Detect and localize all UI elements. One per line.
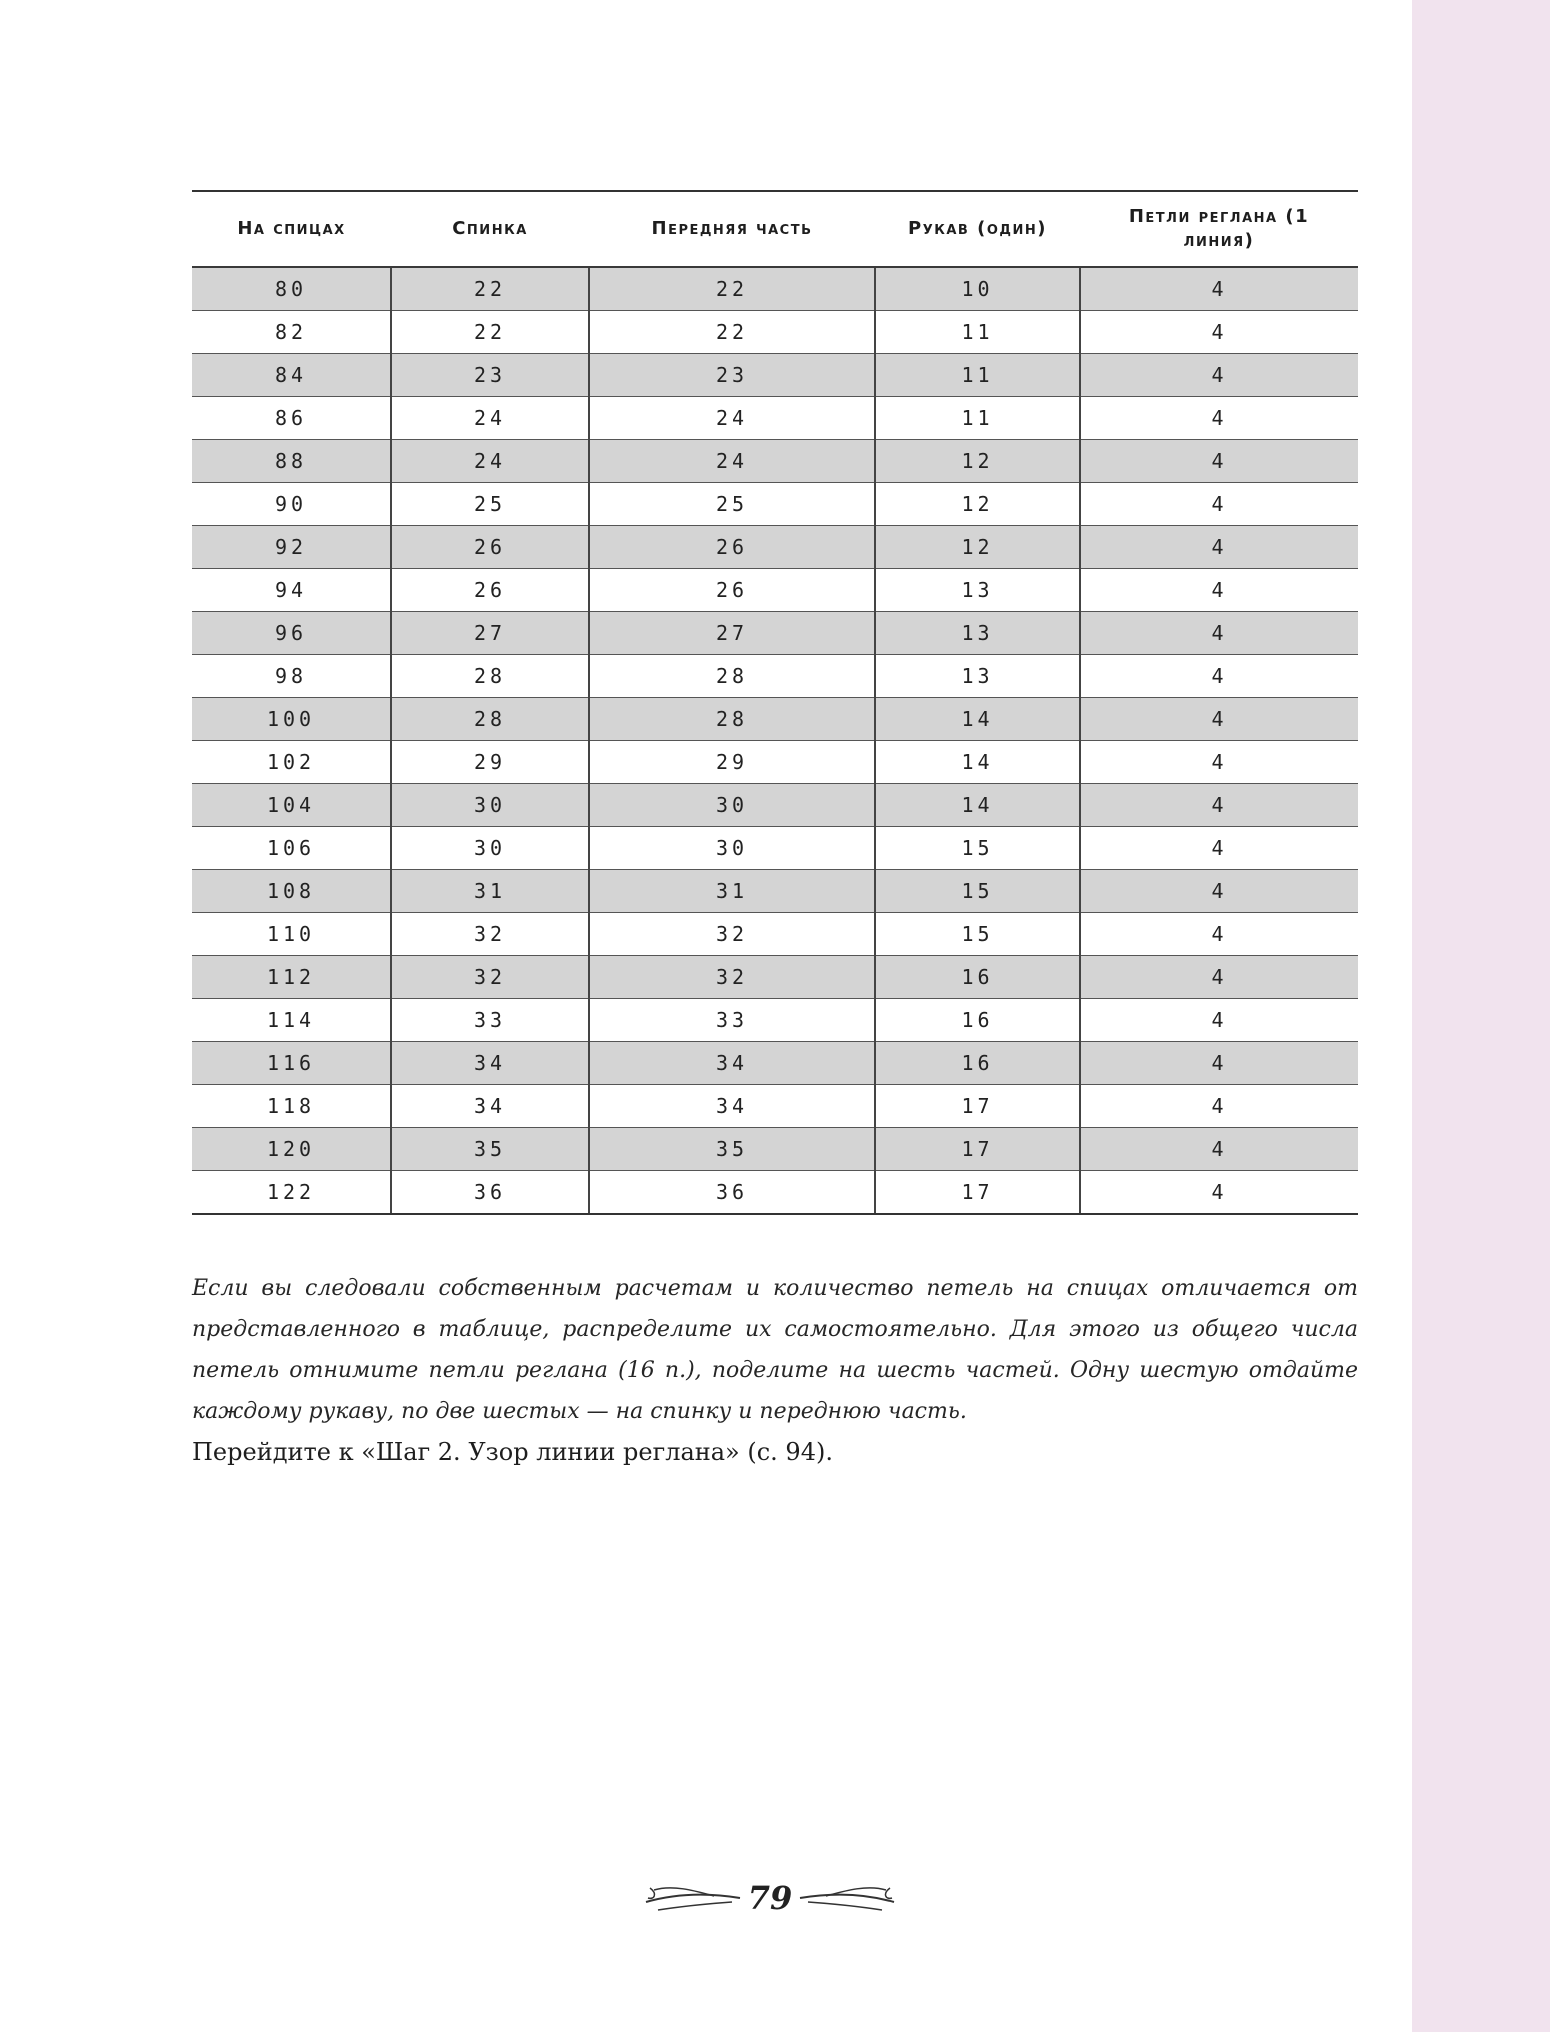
cell-raglan: 4 — [1080, 440, 1358, 483]
cell-needles: 108 — [192, 870, 391, 913]
cell-needles: 118 — [192, 1085, 391, 1128]
cell-back: 23 — [391, 354, 589, 397]
cell-needles: 90 — [192, 483, 391, 526]
header-needles: На спицах — [192, 192, 391, 267]
cell-back: 24 — [391, 440, 589, 483]
table-row — [192, 612, 1358, 655]
cell-raglan: 4 — [1080, 612, 1358, 655]
header-front: Передняя часть — [589, 192, 875, 267]
table-row — [192, 655, 1358, 698]
header-raglan-label: Петли реглана (1 линия) — [1128, 206, 1310, 251]
cell-front: 34 — [589, 1085, 875, 1128]
header-sleeve: Рукав (один) — [875, 192, 1080, 267]
table-row — [192, 1042, 1358, 1085]
cell-raglan: 4 — [1080, 397, 1358, 440]
cell-front: 30 — [589, 784, 875, 827]
table-header-row — [192, 192, 1358, 267]
table-row — [192, 1171, 1358, 1215]
table-row — [192, 569, 1358, 612]
cell-needles: 84 — [192, 354, 391, 397]
cell-raglan: 4 — [1080, 870, 1358, 913]
cell-front: 31 — [589, 870, 875, 913]
cell-needles: 98 — [192, 655, 391, 698]
cell-sleeve: 11 — [875, 397, 1080, 440]
cell-raglan: 4 — [1080, 569, 1358, 612]
cell-needles: 122 — [192, 1171, 391, 1215]
cell-needles: 110 — [192, 913, 391, 956]
cell-needles: 114 — [192, 999, 391, 1042]
cell-sleeve: 14 — [875, 784, 1080, 827]
cell-back: 33 — [391, 999, 589, 1042]
cell-back: 27 — [391, 612, 589, 655]
cell-front: 26 — [589, 526, 875, 569]
cell-front: 33 — [589, 999, 875, 1042]
cell-front: 28 — [589, 655, 875, 698]
cell-sleeve: 17 — [875, 1171, 1080, 1215]
table-row — [192, 526, 1358, 569]
cell-sleeve: 16 — [875, 956, 1080, 999]
flourish-right-icon — [796, 1880, 896, 1916]
cell-sleeve: 10 — [875, 267, 1080, 311]
cell-front: 22 — [589, 267, 875, 311]
cell-front: 32 — [589, 913, 875, 956]
cell-raglan: 4 — [1080, 1171, 1358, 1215]
cell-sleeve: 15 — [875, 870, 1080, 913]
table-row — [192, 1085, 1358, 1128]
cell-front: 28 — [589, 698, 875, 741]
cell-sleeve: 12 — [875, 483, 1080, 526]
cell-sleeve: 16 — [875, 999, 1080, 1042]
cell-raglan: 4 — [1080, 354, 1358, 397]
cell-raglan: 4 — [1080, 1128, 1358, 1171]
cell-sleeve: 12 — [875, 526, 1080, 569]
next-step-reference: Перейдите к «Шаг 2. Узор линии реглана» (с. 94). — [192, 1438, 833, 1466]
cell-needles: 120 — [192, 1128, 391, 1171]
data-table — [192, 192, 1358, 1215]
table-row — [192, 354, 1358, 397]
cell-front: 29 — [589, 741, 875, 784]
cell-back: 28 — [391, 655, 589, 698]
cell-sleeve: 11 — [875, 311, 1080, 354]
cell-raglan: 4 — [1080, 267, 1358, 311]
cell-sleeve: 17 — [875, 1128, 1080, 1171]
table-row — [192, 698, 1358, 741]
cell-raglan: 4 — [1080, 1042, 1358, 1085]
cell-needles: 104 — [192, 784, 391, 827]
table-row — [192, 1128, 1358, 1171]
cell-back: 25 — [391, 483, 589, 526]
cell-sleeve: 13 — [875, 655, 1080, 698]
cell-sleeve: 14 — [875, 741, 1080, 784]
cell-front: 24 — [589, 397, 875, 440]
cell-raglan: 4 — [1080, 526, 1358, 569]
cell-sleeve: 16 — [875, 1042, 1080, 1085]
table-row — [192, 870, 1358, 913]
table-body — [192, 267, 1358, 1214]
cell-needles: 102 — [192, 741, 391, 784]
cell-needles: 116 — [192, 1042, 391, 1085]
cell-front: 35 — [589, 1128, 875, 1171]
cell-back: 29 — [391, 741, 589, 784]
cell-raglan: 4 — [1080, 741, 1358, 784]
cell-sleeve: 11 — [875, 354, 1080, 397]
header-raglan — [1080, 192, 1358, 267]
cell-back: 35 — [391, 1128, 589, 1171]
table-row — [192, 827, 1358, 870]
cell-back: 26 — [391, 526, 589, 569]
cell-sleeve: 14 — [875, 698, 1080, 741]
table-row — [192, 483, 1358, 526]
cell-needles: 86 — [192, 397, 391, 440]
cell-needles: 100 — [192, 698, 391, 741]
cell-back: 28 — [391, 698, 589, 741]
cell-front: 23 — [589, 354, 875, 397]
cell-back: 36 — [391, 1171, 589, 1215]
table-row — [192, 913, 1358, 956]
page-footer — [640, 1870, 900, 1926]
cell-needles: 112 — [192, 956, 391, 999]
cell-raglan: 4 — [1080, 655, 1358, 698]
cell-raglan: 4 — [1080, 913, 1358, 956]
cell-needles: 96 — [192, 612, 391, 655]
cell-raglan: 4 — [1080, 311, 1358, 354]
page-edge-band — [1412, 0, 1550, 2032]
cell-back: 24 — [391, 397, 589, 440]
cell-back: 34 — [391, 1042, 589, 1085]
cell-raglan: 4 — [1080, 956, 1358, 999]
cell-back: 22 — [391, 311, 589, 354]
cell-back: 30 — [391, 827, 589, 870]
cell-front: 22 — [589, 311, 875, 354]
cell-sleeve: 17 — [875, 1085, 1080, 1128]
cell-front: 32 — [589, 956, 875, 999]
cell-needles: 92 — [192, 526, 391, 569]
cell-back: 30 — [391, 784, 589, 827]
cell-needles: 80 — [192, 267, 391, 311]
cell-sleeve: 13 — [875, 569, 1080, 612]
cell-sleeve: 15 — [875, 913, 1080, 956]
table-row — [192, 267, 1358, 311]
table-row — [192, 311, 1358, 354]
cell-front: 30 — [589, 827, 875, 870]
cell-back: 32 — [391, 956, 589, 999]
cell-front: 34 — [589, 1042, 875, 1085]
table-row — [192, 999, 1358, 1042]
cell-front: 25 — [589, 483, 875, 526]
cell-back: 22 — [391, 267, 589, 311]
table-row — [192, 397, 1358, 440]
cell-raglan: 4 — [1080, 698, 1358, 741]
cell-needles: 88 — [192, 440, 391, 483]
table-row — [192, 440, 1358, 483]
cell-needles: 106 — [192, 827, 391, 870]
cell-front: 26 — [589, 569, 875, 612]
cell-back: 26 — [391, 569, 589, 612]
cell-raglan: 4 — [1080, 483, 1358, 526]
cell-raglan: 4 — [1080, 827, 1358, 870]
note-paragraph: Если вы следовали собственным расчетам и количество петель на спицах отличается от представленного в таблице, распределите их самостоятельно. Для этого из общего числа петель отнимите петли реглана (16 п.), поделите на шесть частей. Одну шестую отдайте каждому рукаву, по две шестых — на спинку и переднюю часть. — [192, 1276, 1358, 1424]
cell-raglan: 4 — [1080, 999, 1358, 1042]
cell-sleeve: 15 — [875, 827, 1080, 870]
cell-sleeve: 13 — [875, 612, 1080, 655]
cell-front: 36 — [589, 1171, 875, 1215]
cell-back: 34 — [391, 1085, 589, 1128]
cell-sleeve: 12 — [875, 440, 1080, 483]
cell-front: 27 — [589, 612, 875, 655]
cell-front: 24 — [589, 440, 875, 483]
cell-needles: 94 — [192, 569, 391, 612]
cell-back: 32 — [391, 913, 589, 956]
table-row — [192, 784, 1358, 827]
cell-needles: 82 — [192, 311, 391, 354]
cell-raglan: 4 — [1080, 784, 1358, 827]
table-row — [192, 956, 1358, 999]
table-row — [192, 741, 1358, 784]
cell-back: 31 — [391, 870, 589, 913]
cell-raglan: 4 — [1080, 1085, 1358, 1128]
header-back: Спинка — [391, 192, 589, 267]
page-number: 79 — [747, 1879, 793, 1917]
